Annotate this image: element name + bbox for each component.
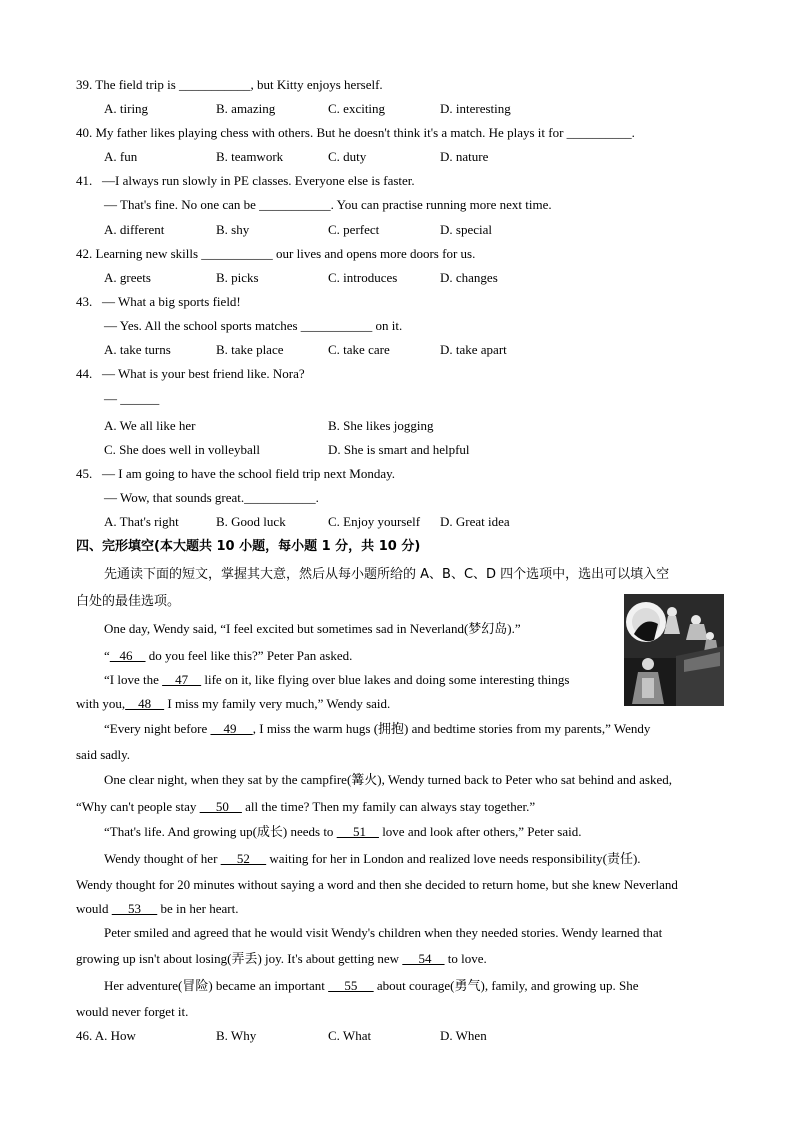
question-44-stem: 44. — What is your best friend like. Nora? xyxy=(76,366,305,381)
section-instructions: 先通读下面的短文，掌握其大意，然后从每小题所给的 A、B、C、D 四个选项中，选出可以填入空 xyxy=(104,567,670,582)
passage-line: One day, Wendy said, “I feel excited but sometimes sad in Neverland(梦幻岛).” xyxy=(104,621,521,636)
q42-option-c: C. introduces xyxy=(328,270,398,285)
q41-option-d: D. special xyxy=(440,222,492,237)
passage-line: would never forget it. xyxy=(76,1004,189,1019)
question-40-stem: 40. My father likes playing chess with others. But he doesn't think it's a match. He plays it for __________. xyxy=(76,125,635,140)
question-44-reply: — ______ xyxy=(104,391,160,406)
q39-option-b: B. amazing xyxy=(216,101,276,116)
q39-option-a: A. tiring xyxy=(104,101,149,116)
q41-option-b: B. shy xyxy=(216,222,250,237)
q41-option-c: C. perfect xyxy=(328,222,380,237)
passage-line: would 53 be in her heart. xyxy=(76,901,239,916)
q46-option-c: C. What xyxy=(328,1028,372,1043)
blank-53: 53 xyxy=(111,901,158,916)
q41-option-a: A. different xyxy=(104,222,165,237)
q46-option-d: D. When xyxy=(440,1028,487,1043)
q44-option-a: A. We all like her xyxy=(104,418,196,433)
question-43-reply: — Yes. All the school sports matches ___________ on it. xyxy=(104,318,403,333)
blank-54: 54 xyxy=(402,951,445,966)
q44-option-d: D. She is smart and helpful xyxy=(328,442,470,457)
q43-option-c: C. take care xyxy=(328,342,390,357)
passage-line: Her adventure(冒险) became an important 55 about courage(勇气), family, and growing up. She xyxy=(104,978,639,993)
passage-line: “Every night before 49 , I miss the warm hugs (拥抱) and bedtime stories from my parents,” Wendy xyxy=(104,721,651,736)
passage-line: “Why can't people stay 50 all the time? Then my family can always stay together.” xyxy=(76,799,536,814)
question-45-reply: — Wow, that sounds great.___________. xyxy=(104,490,319,505)
passage-line: “I love the 47 life on it, like flying over blue lakes and doing some interesting things xyxy=(104,672,570,687)
passage-line: Wendy thought of her 52 waiting for her in London and realized love needs responsibility(责任). xyxy=(104,851,641,866)
q40-option-a: A. fun xyxy=(104,149,138,164)
question-41-stem: 41. —I always run slowly in PE classes. Everyone else is faster. xyxy=(76,173,415,188)
peter-pan-illustration xyxy=(624,594,724,706)
q45-option-d: D. Great idea xyxy=(440,514,510,529)
section-title: 四、完形填空(本大题共 10 小题，每小题 1 分，共 10 分) xyxy=(76,539,421,554)
q46-option-b: B. Why xyxy=(216,1028,257,1043)
question-41-reply: — That's fine. No one can be ___________. You can practise running more next time. xyxy=(104,197,552,212)
blank-48: 48 xyxy=(125,696,165,711)
passage-line: “ 46 do you feel like this?” Peter Pan asked. xyxy=(104,648,353,663)
q44-option-b: B. She likes jogging xyxy=(328,418,434,433)
q40-option-b: B. teamwork xyxy=(216,149,284,164)
q42-option-a: A. greets xyxy=(104,270,151,285)
passage-line: with you, 48 I miss my family very much,” Wendy said. xyxy=(76,696,391,711)
passage-line: “That's life. And growing up(成长) needs to 51 love and look after others,” Peter said. xyxy=(104,824,582,839)
q45-option-b: B. Good luck xyxy=(216,514,286,529)
question-42-stem: 42. Learning new skills ___________ our lives and opens more doors for us. xyxy=(76,246,476,261)
passage-line: growing up isn't about losing(弄丢) joy. It's about getting new 54 to love. xyxy=(76,951,487,966)
blank-50: 50 xyxy=(199,799,242,814)
blank-55: 55 xyxy=(328,978,374,993)
q45-option-c: C. Enjoy yourself xyxy=(328,514,421,529)
passage-line: One clear night, when they sat by the campfire(篝火), Wendy turned back to Peter who sat behind and asked, xyxy=(104,772,673,787)
q39-option-c: C. exciting xyxy=(328,101,386,116)
q45-option-a: A. That's right xyxy=(104,514,179,529)
q42-option-d: D. changes xyxy=(440,270,498,285)
blank-47: 47 xyxy=(162,672,202,687)
q40-option-d: D. nature xyxy=(440,149,489,164)
q46-option-a: 46. A. How xyxy=(76,1028,136,1043)
blank-51: 51 xyxy=(336,824,379,839)
blank-49: 49 xyxy=(210,721,253,736)
passage-line: said sadly. xyxy=(76,747,131,762)
blank-52: 52 xyxy=(220,851,267,866)
question-43-stem: 43. — What a big sports field! xyxy=(76,294,241,309)
q39-option-d: D. interesting xyxy=(440,101,511,116)
section-instructions-cont: 白处的最佳选项。 xyxy=(76,594,181,609)
q43-option-a: A. take turns xyxy=(104,342,171,357)
question-39-stem: 39. The field trip is ___________, but Kitty enjoys herself. xyxy=(76,77,383,92)
q43-option-b: B. take place xyxy=(216,342,284,357)
passage-line: Peter smiled and agreed that he would visit Wendy's children when they needed stories. Wendy learned that xyxy=(104,925,663,940)
q40-option-c: C. duty xyxy=(328,149,367,164)
q44-option-c: C. She does well in volleyball xyxy=(104,442,260,457)
q42-option-b: B. picks xyxy=(216,270,259,285)
question-45-stem: 45. — I am going to have the school field trip next Monday. xyxy=(76,466,396,481)
q43-option-d: D. take apart xyxy=(440,342,507,357)
blank-46: 46 xyxy=(109,648,146,663)
passage-line: Wendy thought for 20 minutes without saying a word and then she decided to return home, but she knew Neverland xyxy=(76,877,678,892)
